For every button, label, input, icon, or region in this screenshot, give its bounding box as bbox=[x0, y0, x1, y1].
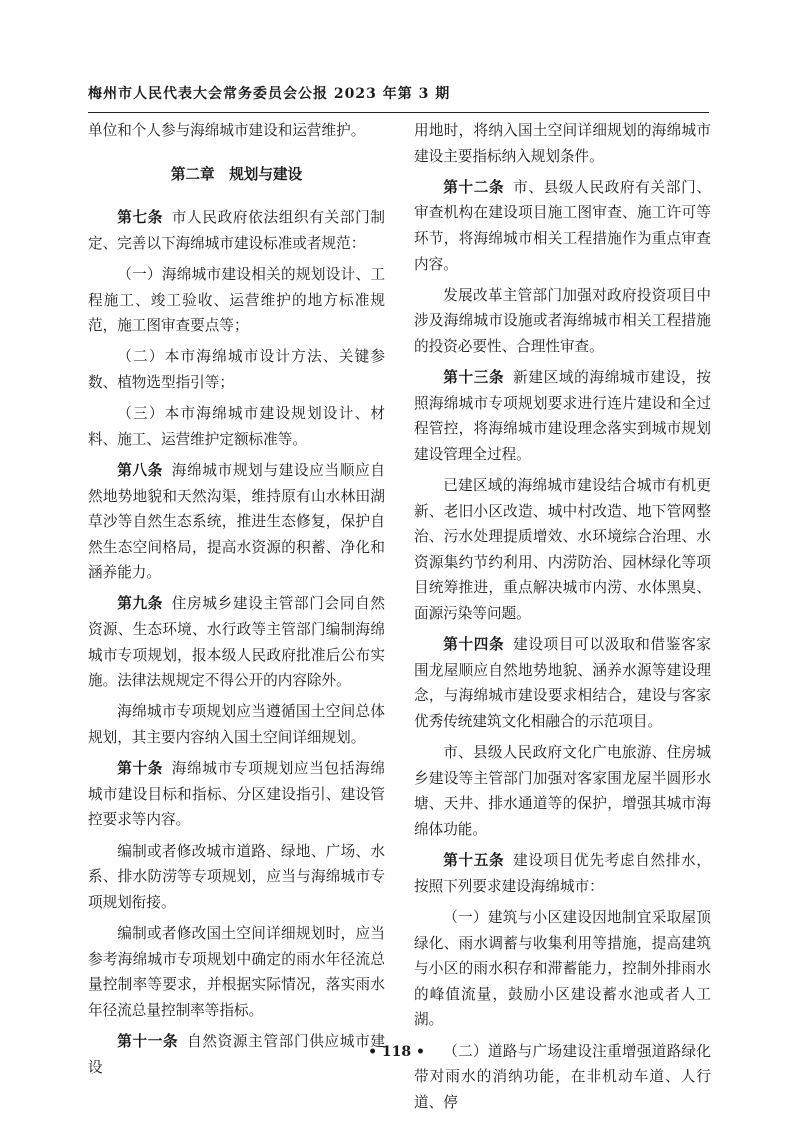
header-rule bbox=[88, 112, 709, 113]
article-label: 第十四条 bbox=[443, 636, 505, 654]
article-9 bbox=[88, 591, 385, 693]
article-label: 第十条 bbox=[117, 760, 164, 778]
right-column bbox=[414, 118, 711, 1121]
article-text: 市人民政府依法组织有关部门制定、完善以下海绵城市建设标准或者规范： bbox=[88, 209, 385, 252]
list-item: （一）海绵城市建设相关的规划设计、工程施工、竣工验收、运营维护的地方标准规范，施工图审查要点等； bbox=[88, 265, 385, 335]
article-15 bbox=[414, 848, 711, 899]
paragraph: 发展改革主管部门加强对政府投资项目中涉及海绵城市设施或者海绵城市相关工程措施的投资必要性、合理性审查。 bbox=[414, 286, 711, 355]
list-item: （一）建筑与小区建设因地制宜采取屋顶绿化、雨水调蓄与收集利用等措施，提高建筑与小区的雨水积存和滞蓄能力，控制外排雨水的峰值流量，鼓励小区建设蓄水池或者人工湖。 bbox=[414, 908, 711, 1029]
article-label: 第八条 bbox=[117, 461, 164, 479]
article-label: 第十二条 bbox=[443, 178, 505, 196]
left-column bbox=[88, 118, 385, 1086]
paragraph: 市、县级人民政府文化广电旅游、住房城乡建设等主管部门加强对客家围龙屋半圆形水塘、天井、排水通道等的保护，增强其城市海绵体功能。 bbox=[414, 744, 711, 838]
article-text: 市、县级人民政府有关部门、审查机构在建设项目施工图审查、施工许可等环节，将海绵城市相关工程措施作为重点审查内容。 bbox=[414, 178, 711, 273]
page-number: • 118 • bbox=[368, 1044, 425, 1060]
article-text: 海绵城市专项规划应当包括海绵城市建设目标和指标、分区建设指引、建设管控要求等内容。 bbox=[88, 760, 385, 829]
article-12 bbox=[414, 175, 711, 277]
paragraph: 海绵城市专项规划应当遵循国土空间总体规划，其主要内容纳入国土空间详细规划。 bbox=[88, 703, 385, 747]
article-text: 自然资源主管部门供应城市建设 bbox=[88, 1032, 385, 1076]
article-label: 第十五条 bbox=[443, 852, 505, 870]
article-text: 建设项目优先考虑自然排水，按照下列要求建设海绵城市： bbox=[414, 852, 711, 895]
article-text: 建设项目可以汲取和借鉴客家围龙屋顺应自然地势地貌、涵养水源等建设理念，与海绵城市建设要求相结合，建设与客家优秀传统建筑文化相融合的示范项目。 bbox=[414, 636, 711, 731]
article-10 bbox=[88, 756, 385, 833]
article-label: 第十三条 bbox=[443, 369, 505, 387]
article-7 bbox=[88, 205, 385, 256]
article-13 bbox=[414, 365, 711, 467]
list-item: （三）本市海绵城市建设规划设计、材料、施工、运营维护定额标准等。 bbox=[88, 405, 385, 448]
paragraph: 已建区域的海绵城市建设结合城市有机更新、老旧小区改造、城中村改造、地下管网整治、污水处理提质增效、水环境综合治理、水资源集约节约利用、内涝防治、园林绿化等项目统筹推进，重点解决城市内涝、水体黑臭、面源污染等问题。 bbox=[414, 477, 711, 623]
paragraph: 单位和个人参与海绵城市建设和运营维护。 bbox=[88, 122, 366, 139]
article-14 bbox=[414, 632, 711, 734]
journal-header: 梅州市人民代表大会常务委员会公报 2023 年第 3 期 bbox=[88, 86, 451, 102]
paragraph: 编制或者修改国土空间详细规划时，应当参考海绵城市专项规划中确定的雨水年径流总量控制率等要求，并根据实际情况，落实雨水年径流总量控制率等指标。 bbox=[88, 924, 385, 1019]
article-text: 海绵城市规划与建设应当顺应自然地势地貌和天然沟渠，维持原有山水林田湖草沙等自然生态系统，推进生态修复，保护自然生态空间格局，提高水资源的积蓄、净化和涵养能力。 bbox=[88, 461, 385, 582]
paragraph: 编制或者修改城市道路、绿地、广场、水系、排水防涝等专项规划，应当与海绵城市专项规划衔接。 bbox=[88, 842, 385, 911]
paragraph: 用地时，将纳入国土空间详细规划的海绵城市建设主要指标纳入规划条件。 bbox=[414, 122, 711, 165]
chapter-heading: 第二章 规划与建设 bbox=[170, 165, 303, 183]
article-label: 第九条 bbox=[117, 595, 164, 613]
article-8 bbox=[88, 458, 385, 586]
article-label: 第十一条 bbox=[117, 1032, 179, 1050]
article-label: 第七条 bbox=[117, 209, 164, 227]
list-item: （二）本市海绵城市设计方法、关键参数、植物选型指引等； bbox=[88, 348, 385, 391]
article-text: 住房城乡建设主管部门会同自然资源、生态环境、水行政等主管部门编制海绵城市专项规划，报本级人民政府批准后公布实施。法律法规规定不得公开的内容除外。 bbox=[88, 595, 385, 690]
list-item: （二）道路与广场建设注重增强道路绿化带对雨水的消纳功能，在非机动车道、人行道、停 bbox=[414, 1042, 711, 1111]
article-text: 新建区域的海绵城市建设，按照海绵城市专项规划要求进行连片建设和全过程管控，将海绵城市建设理念落实到城市规划建设管理全过程。 bbox=[414, 369, 711, 463]
